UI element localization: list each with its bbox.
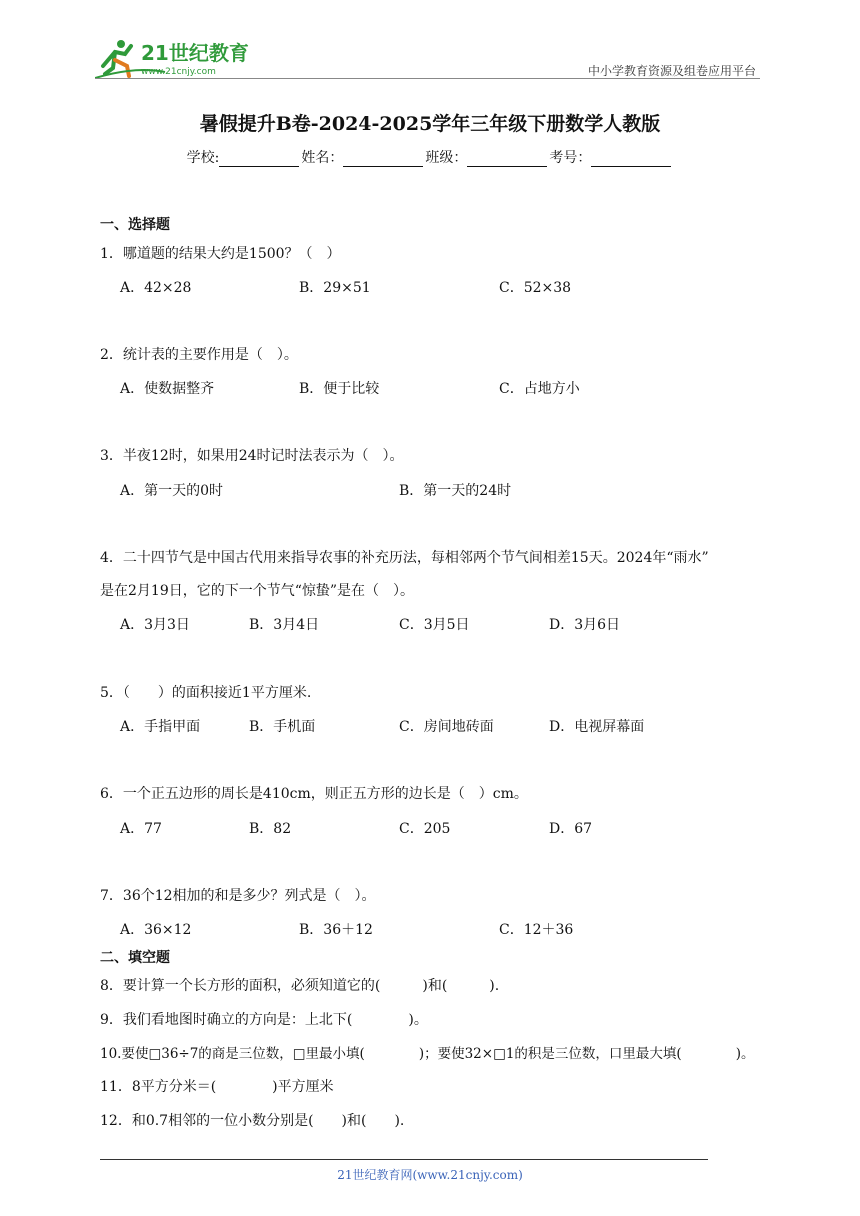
question-9: 9．我们看地图时确立的方向是：上北下( )。: [100, 1012, 428, 1028]
footer-link[interactable]: 21世纪教育网(www.21cnjy.com): [337, 1168, 523, 1182]
q2-option-b: B．便于比较: [299, 381, 380, 397]
q6-option-d: D．67: [549, 821, 593, 837]
q3-option-a: A．第一天的0时: [120, 483, 224, 499]
logo-text: 21世纪教育: [141, 41, 249, 65]
q1-option-c: C．52×38: [499, 280, 572, 296]
q6-option-a: A．77: [120, 821, 162, 837]
q5-option-b: B．手机面: [249, 719, 316, 735]
site-logo: [95, 36, 265, 80]
footer-divider: [100, 1159, 708, 1160]
q1-option-a: A．42×28: [120, 280, 192, 296]
question-1-stem: 1．哪道题的结果大约是1500？（ ）: [100, 246, 341, 262]
question-3-stem: 3．半夜12时，如果用24时记时法表示为（ ）。: [100, 448, 404, 464]
q3-option-b: B．第一天的24时: [399, 483, 512, 499]
q7-option-c: C．12＋36: [499, 922, 574, 938]
q1-option-b: B．29×51: [299, 280, 371, 296]
school-label: 学校:: [186, 150, 220, 166]
q6-option-b: B．82: [249, 821, 292, 837]
q4-option-c: C．3月5日: [399, 617, 470, 633]
section-heading-choice: 一、选择题: [100, 217, 170, 233]
q4-option-d: D．3月6日: [549, 617, 621, 633]
q5-option-d: D．电视屏幕面: [549, 719, 645, 735]
q5-option-c: C．房间地砖面: [399, 719, 494, 735]
question-7-stem: 7．36个12相加的和是多少？列式是（ ）。: [100, 888, 376, 904]
question-12: 12．和0.7相邻的一位小数分别是( )和( ).: [100, 1113, 405, 1129]
exam-no-blank[interactable]: [591, 152, 671, 167]
school-blank[interactable]: [219, 152, 299, 167]
platform-label: 中小学教育资源及组卷应用平台: [587, 64, 756, 78]
question-4-stem-line2: 是在2月19日，它的下一个节气“惊蛰”是在（ ）。: [100, 583, 415, 599]
name-label: 姓名：: [301, 150, 344, 166]
question-6-stem: 6．一个正五边形的周长是410cm，则正五方形的边长是（ ）cm。: [100, 786, 528, 802]
class-label: 班级：: [425, 150, 468, 166]
exam-no-label: 考号：: [549, 150, 592, 166]
q2-option-c: C．占地方小: [499, 381, 580, 397]
doc-title: 暑假提升B卷-2024-2025学年三年级下册数学人教版: [199, 113, 661, 135]
q4-option-a: A．3月3日: [120, 617, 190, 633]
question-4-stem-line1: 4．二十四节气是中国古代用来指导农事的补充历法，每相邻两个节气间相差15天。2024年“雨水”: [100, 550, 709, 566]
q7-option-a: A．36×12: [120, 922, 192, 938]
logo-url: www.21cnjy.com: [141, 67, 216, 77]
section-heading-fill: 二、填空题: [100, 950, 170, 966]
q4-option-b: B．3月4日: [249, 617, 320, 633]
q5-option-a: A．手指甲面: [120, 719, 201, 735]
question-5-stem: 5．（ ）的面积接近1平方厘米.: [100, 685, 312, 701]
header-divider: [95, 78, 760, 79]
q7-option-b: B．36＋12: [299, 922, 373, 938]
class-blank[interactable]: [467, 152, 547, 167]
question-8: 8．要计算一个长方形的面积，必须知道它的( )和( ).: [100, 978, 500, 994]
q6-option-c: C．205: [399, 821, 451, 837]
question-10: 10.要使□36÷7的商是三位数，□里最小填( )；要使32×□1的积是三位数，口里最大填( )。: [100, 1046, 755, 1062]
student-info: [0, 147, 860, 167]
question-11: 11．8平方分米＝( )平方厘米: [100, 1079, 334, 1095]
q2-option-a: A．使数据整齐: [120, 381, 215, 397]
name-blank[interactable]: [343, 152, 423, 167]
question-2-stem: 2．统计表的主要作用是（ ）。: [100, 347, 298, 363]
